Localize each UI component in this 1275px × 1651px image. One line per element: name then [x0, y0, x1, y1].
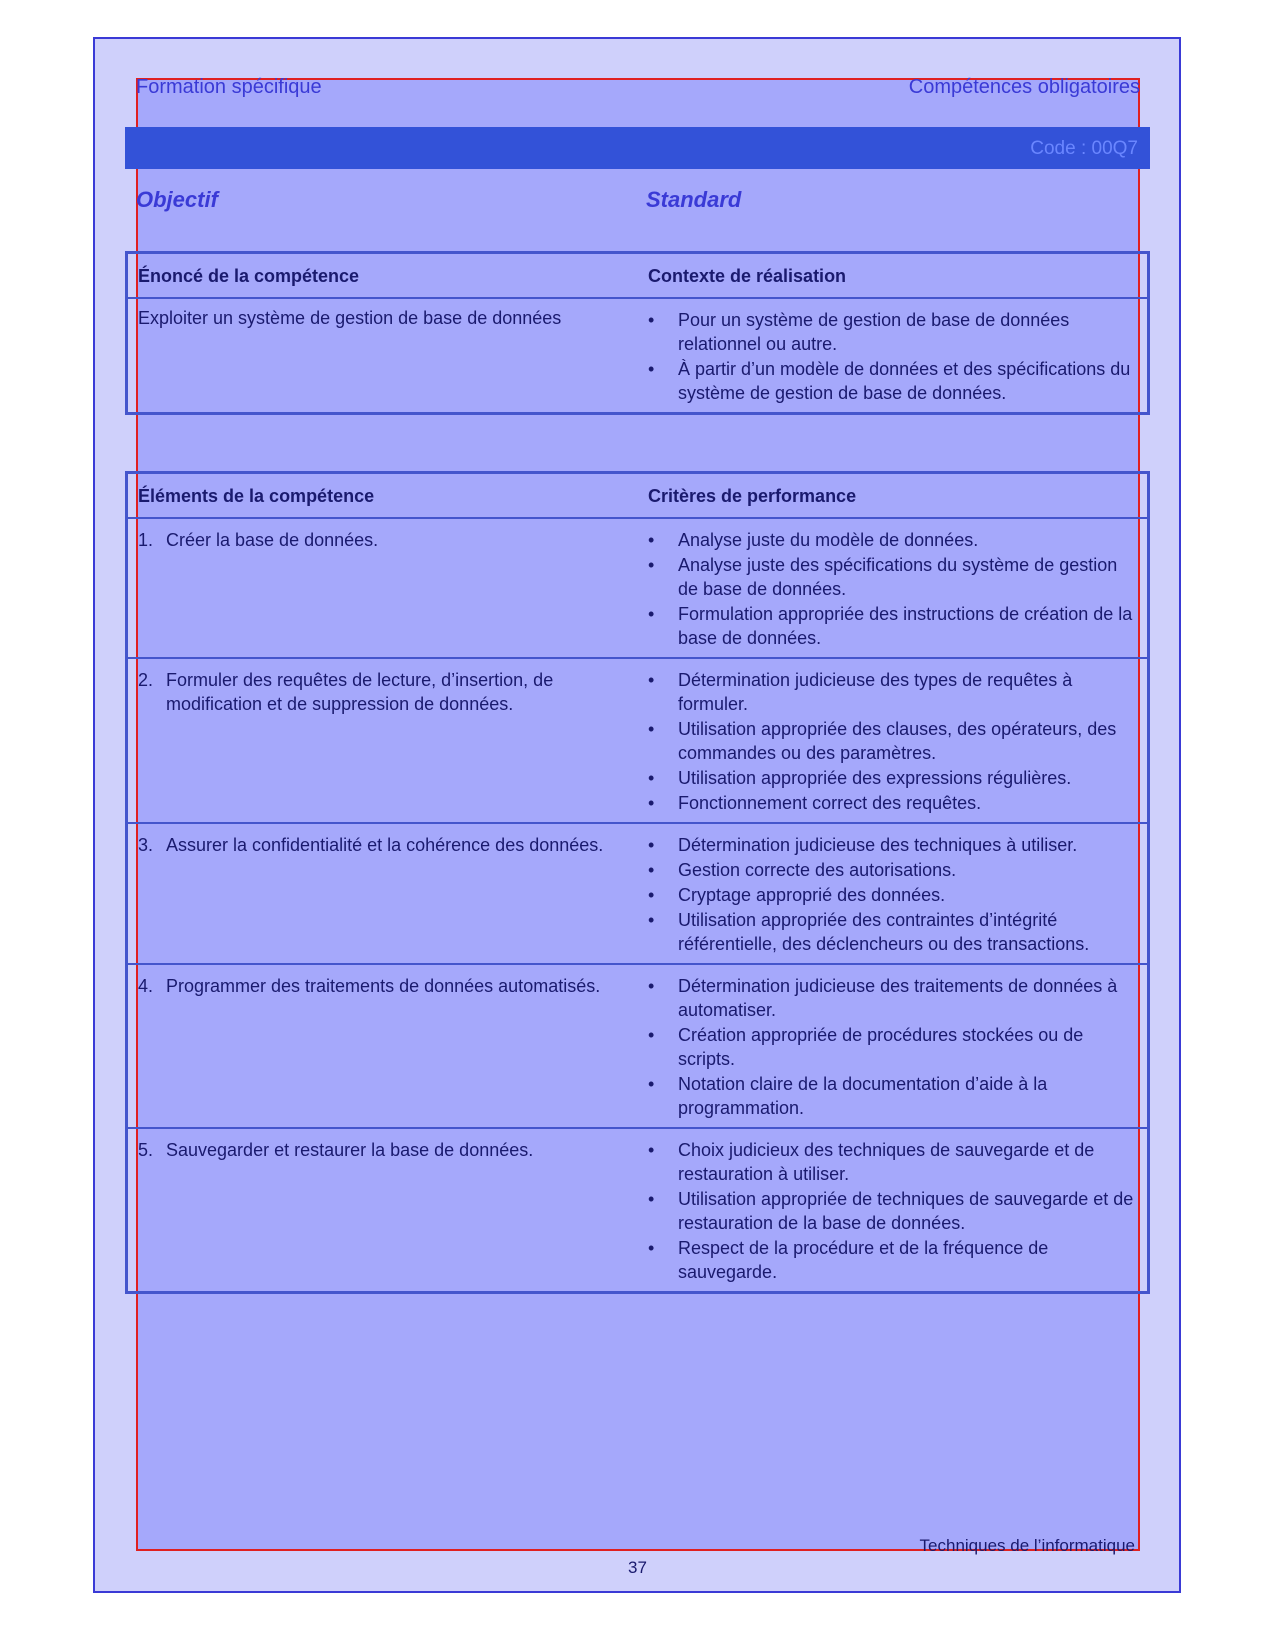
list-item: • Gestion correcte des autorisations.	[648, 858, 1137, 882]
element-cell	[127, 1128, 639, 1293]
list-item: • Analyse juste des spécifications du système de gestion de base de données.	[648, 553, 1137, 601]
list-item: • Détermination judicieuse des traitements de données à automatiser.	[648, 974, 1137, 1022]
list-item: • Respect de la procédure et de la fréquence de sauvegarde.	[648, 1236, 1137, 1284]
table-row	[127, 1128, 1149, 1293]
header-right: Compétences obligatoires	[908, 76, 1140, 98]
list-item: • Détermination judicieuse des techniques à utiliser.	[648, 833, 1137, 857]
criteria-list	[648, 668, 1137, 815]
list-item: • Pour un système de gestion de base de données relationnel ou autre.	[648, 308, 1137, 356]
list-item: • Utilisation appropriée de techniques de sauvegarde et de restauration de la base de données.	[648, 1187, 1137, 1235]
element-text: Programmer des traitements de données automatisés.	[166, 976, 601, 996]
standard-title: Standard	[646, 187, 742, 212]
table-row	[127, 823, 1149, 964]
element-number: 3.	[138, 835, 154, 855]
list-item: • Utilisation appropriée des expressions régulières.	[648, 766, 1137, 790]
list-item: • Création appropriée de procédures stockées ou de scripts.	[648, 1023, 1137, 1071]
list-item: • Détermination judicieuse des types de requêtes à formuler.	[648, 668, 1137, 716]
table-row	[127, 964, 1149, 1128]
criteria-cell	[638, 658, 1149, 823]
criteria-list	[648, 1138, 1137, 1284]
element-number: 1.	[138, 530, 154, 550]
statement-header: Énoncé de la compétence	[127, 253, 639, 299]
list-item: • Utilisation appropriée des clauses, des opérateurs, des commandes ou des paramètres.	[648, 717, 1137, 765]
element-number: 4.	[138, 976, 154, 996]
elements-header: Éléments de la compétence	[127, 473, 639, 519]
criteria-list	[648, 974, 1137, 1120]
list-item: • À partir d’un modèle de données et des spécifications du système de gestion de base de données.	[648, 357, 1137, 405]
list-item: • Analyse juste du modèle de données.	[648, 528, 1137, 552]
statement-table	[125, 251, 1150, 415]
list-item: • Formulation appropriée des instructions de création de la base de données.	[648, 602, 1137, 650]
header-left: Formation spécifique	[136, 76, 322, 98]
criteria-list	[648, 528, 1137, 650]
element-cell	[127, 823, 639, 964]
context-list	[648, 308, 1137, 405]
element-cell	[127, 518, 639, 658]
element-number: 2.	[138, 670, 154, 690]
criteria-cell	[638, 518, 1149, 658]
elements-table	[125, 471, 1150, 1294]
element-cell	[127, 658, 639, 823]
element-text: Sauvegarder et restaurer la base de données.	[166, 1140, 534, 1160]
criteria-cell	[638, 964, 1149, 1128]
table-header-row	[127, 253, 1149, 299]
criteria-cell	[638, 1128, 1149, 1293]
list-item: • Notation claire de la documentation d’aide à la programmation.	[648, 1072, 1137, 1120]
context-cell	[638, 298, 1149, 414]
context-header: Contexte de réalisation	[638, 253, 1149, 299]
element-text: Formuler des requêtes de lecture, d’insertion, de modification et de suppression de données.	[166, 670, 554, 714]
table-row	[127, 518, 1149, 658]
code-bar	[125, 127, 1150, 169]
element-cell	[127, 964, 639, 1128]
table-header-row	[127, 473, 1149, 519]
element-number: 5.	[138, 1140, 154, 1160]
list-item: • Cryptage approprié des données.	[648, 883, 1137, 907]
page-number: 37	[628, 1558, 647, 1577]
objectif-title: Objectif	[136, 187, 218, 212]
table-row	[127, 658, 1149, 823]
list-item: • Utilisation appropriée des contraintes d’intégrité référentielle, des déclencheurs ou des transactions.	[648, 908, 1137, 956]
element-text: Assurer la confidentialité et la cohérence des données.	[166, 835, 604, 855]
competency-code: Code : 00Q7	[1030, 138, 1138, 159]
list-item: • Fonctionnement correct des requêtes.	[648, 791, 1137, 815]
competency-statement: Exploiter un système de gestion de base de données	[138, 308, 562, 328]
criteria-list	[648, 833, 1137, 956]
table-row	[127, 298, 1149, 414]
running-footer: Techniques de l’informatique	[919, 1536, 1135, 1555]
criteria-cell	[638, 823, 1149, 964]
element-text: Créer la base de données.	[166, 530, 379, 550]
list-item: • Choix judicieux des techniques de sauvegarde et de restauration à utiliser.	[648, 1138, 1137, 1186]
criteria-header: Critères de performance	[638, 473, 1149, 519]
